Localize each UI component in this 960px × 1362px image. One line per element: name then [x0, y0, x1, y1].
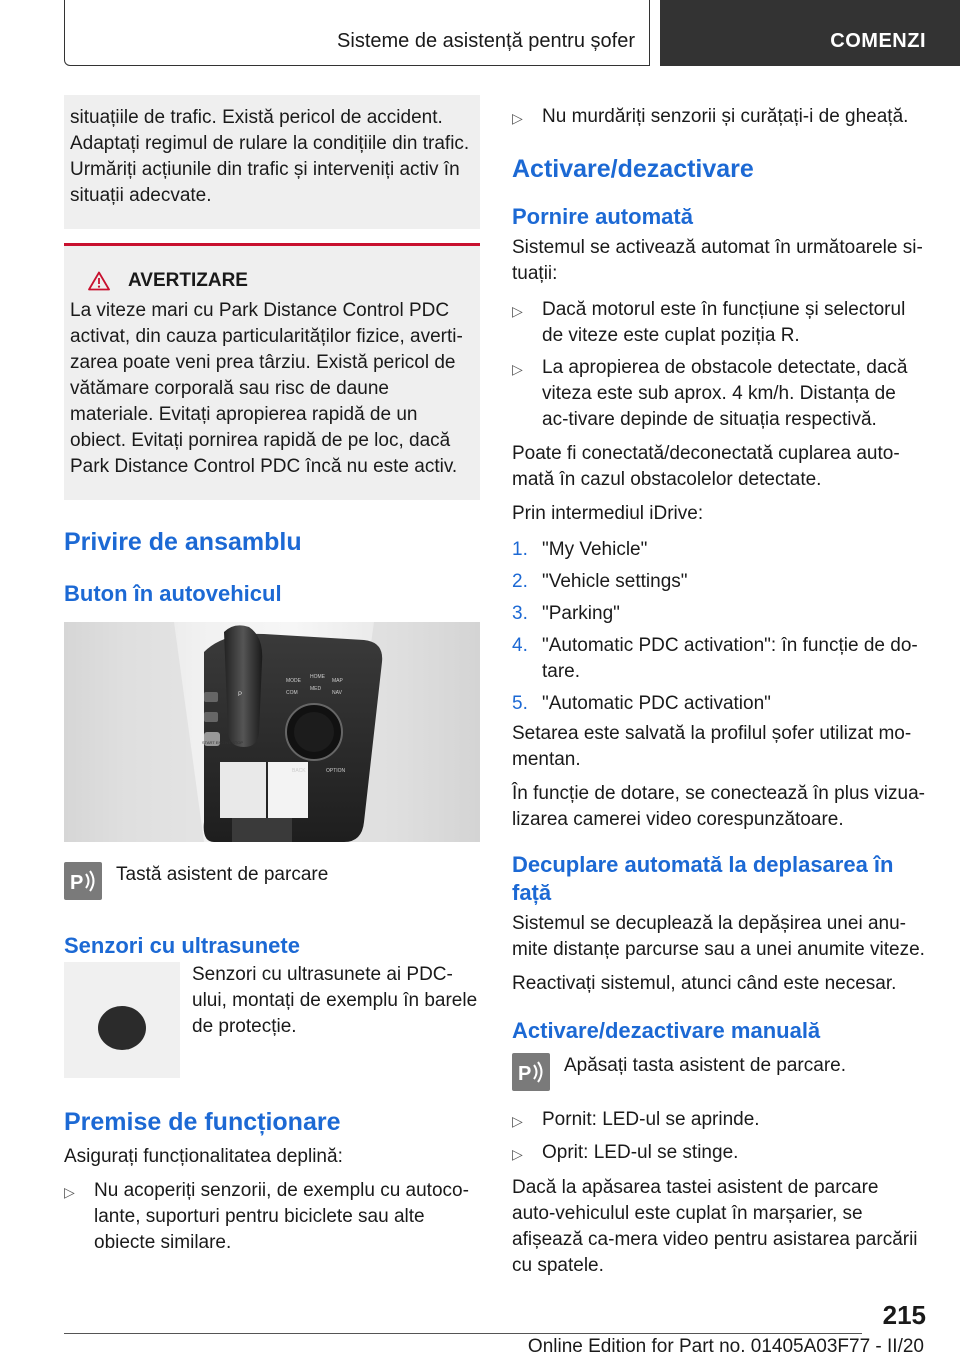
manual-bullet [512, 1140, 926, 1167]
photo-label-mode: MODE [286, 678, 301, 684]
prereq-bullet [64, 1178, 480, 1256]
manual-row [512, 1053, 926, 1091]
auto-start-text: Sistemul se activează automat în următoarele si-tuații: [512, 237, 923, 284]
auto-bullet-text: Dacă motorul este în funcțiune și selectorul de viteze este cuplat poziția R. [542, 299, 906, 346]
top-bullet-text: Nu murdăriți senzorii și curățați-i de gheață. [542, 106, 909, 127]
intro-box [64, 95, 480, 229]
connect-text: Poate fi conectată/deconectată cuplarea auto-mată în cazul obstacolelor detectate. [512, 443, 900, 490]
console-photo [64, 622, 480, 842]
footer-edition: Online Edition for Part no. 01405A03F77 - II/20 [527, 1336, 924, 1357]
prereq-text: Asigurați funcționalitatea deplină: [64, 1146, 343, 1167]
auto-off-text: Sistemul se decuplează la depășirea unei anu-mite distanțe parcurse sau a unei anumite viteze. [512, 913, 925, 960]
auto-off-heading: Decuplare automată la deplasarea în față [512, 852, 894, 905]
manual-heading: Activare/dezactivare manuală [512, 1018, 821, 1043]
step-number: 5. [512, 693, 528, 714]
photo-label-map: MAP [332, 678, 343, 684]
console-illustration [64, 622, 480, 842]
sensors-row [64, 962, 480, 1078]
step-item [512, 569, 926, 595]
step-text: "My Vehicle" [542, 539, 648, 560]
manual-bullet-text: Pornit: LED-ul se aprinde. [542, 1109, 760, 1130]
step-text: "Parking" [542, 603, 620, 624]
bullet-triangle-icon: ▷ [512, 110, 523, 126]
auto-start-heading: Pornire automată [512, 204, 693, 229]
footer-divider [64, 1333, 862, 1334]
intro-text: situațiile de trafic. Există pericol de accident. Adaptați regimul de rulare la condițiile din trafic. Urmăriți acțiunile din trafic și interveniți activ în situații adecvate. [70, 107, 470, 206]
warning-text: La viteze mari cu Park Distance Control PDC activat, din cauza particularităților fizice, averti-zarea poate veni prea târziu. Există pericol de vătămare corporală sau risc de daune materiale. Evitați apropierea rapidă de un obiect. Evitați pornirea rapidă de pe loc, dacă Park Distance Control PDC încă nu este activ. [70, 300, 463, 477]
step-item [512, 601, 926, 627]
photo-label-start-stop: START ENGINE STOP [202, 740, 244, 745]
button-heading: Buton în autovehicul [64, 581, 282, 606]
reactivate-text: Reactivați sistemul, atunci când este necesar. [512, 973, 897, 994]
camera-text: În funcție de dotare, se conectează în plus vizua-lizarea camerei video corespunzătoare. [512, 783, 925, 830]
photo-label-nav: NAV [332, 690, 342, 696]
sensor-dot [98, 1006, 146, 1050]
steps-list [512, 537, 926, 717]
warning-title: AVERTIZARE [128, 270, 248, 291]
manual-bullet [512, 1107, 926, 1134]
reverse-text: Dacă la apăsarea tastei asistent de parcare auto-vehiculul este cuplat în marșarier, se afișează ca-mera video pentru asistarea parcării cu spatele. [512, 1177, 918, 1276]
parking-assistant-icon [64, 862, 102, 900]
manual-text: Apăsați tasta asistent de parcare. [564, 1055, 846, 1076]
header-section-tab [64, 0, 650, 66]
prereq-heading: Premise de funcționare [64, 1108, 341, 1136]
auto-bullet-text: La apropierea de obstacole detectate, dacă viteza este sub aprox. 4 km/h. Distanța de ac-tivare depinde de situația respectivă. [542, 357, 908, 430]
step-text: "Vehicle settings" [542, 571, 688, 592]
left-column [64, 95, 480, 1256]
photo-label-com: COM [286, 690, 298, 696]
bullet-triangle-icon: ▷ [64, 1184, 75, 1200]
step-number: 3. [512, 603, 528, 624]
prereq-bullet-text: Nu acoperiți senzorii, de exemplu cu autoco-lante, suporturi pentru biciclete sau alte obiecte similare. [94, 1180, 469, 1253]
header-chapter-tab [660, 0, 960, 66]
step-item [512, 633, 926, 685]
step-item [512, 537, 926, 563]
bullet-triangle-icon: ▷ [512, 1146, 523, 1162]
bullet-triangle-icon: ▷ [512, 303, 523, 319]
sensors-text: Senzori cu ultrasunete ai PDC-ului, montați de exemplu în barele de protecție. [192, 964, 478, 1037]
idrive-text: Prin intermediul iDrive: [512, 503, 704, 524]
header-chapter-title: COMENZI [830, 30, 926, 52]
step-item [512, 691, 926, 717]
saved-text: Setarea este salvată la profilul șofer utilizat mo-mentan. [512, 723, 912, 770]
button-caption-row [64, 862, 480, 900]
sensor-image [64, 962, 180, 1078]
top-bullet [512, 104, 926, 131]
photo-label-back: BACK [292, 768, 306, 774]
bullet-triangle-icon: ▷ [512, 361, 523, 377]
bullet-triangle-icon: ▷ [512, 1113, 523, 1129]
photo-label-option: OPTION [326, 768, 346, 774]
warning-box [64, 243, 480, 500]
button-caption: Tastă asistent de parcare [116, 864, 329, 885]
overview-heading: Privire de ansamblu [64, 528, 302, 556]
svg-text:P: P [70, 872, 84, 894]
parking-assistant-icon [512, 1053, 550, 1091]
auto-bullet [512, 297, 926, 349]
page-number: 215 [882, 1300, 926, 1330]
step-text: "Automatic PDC activation": în funcție de do-tare. [542, 635, 918, 682]
step-number: 1. [512, 539, 528, 560]
warning-title-row [70, 270, 474, 292]
step-number: 4. [512, 635, 528, 656]
warning-triangle-icon [88, 271, 110, 291]
auto-bullet [512, 355, 926, 433]
photo-label-home: HOME [310, 674, 325, 680]
photo-label-med: MED [310, 686, 322, 692]
header-section-title: Sisteme de asistență pentru șofer [337, 30, 635, 52]
svg-text:P: P [518, 1063, 532, 1085]
manual-bullet-text: Oprit: LED-ul se stinge. [542, 1142, 739, 1163]
step-number: 2. [512, 571, 528, 592]
step-text: "Automatic PDC activation" [542, 693, 771, 714]
activation-heading: Activare/dezactivare [512, 155, 754, 183]
sensors-heading: Senzori cu ultrasunete [64, 933, 300, 958]
right-column [512, 104, 926, 1279]
photo-label-p: P [238, 692, 243, 698]
